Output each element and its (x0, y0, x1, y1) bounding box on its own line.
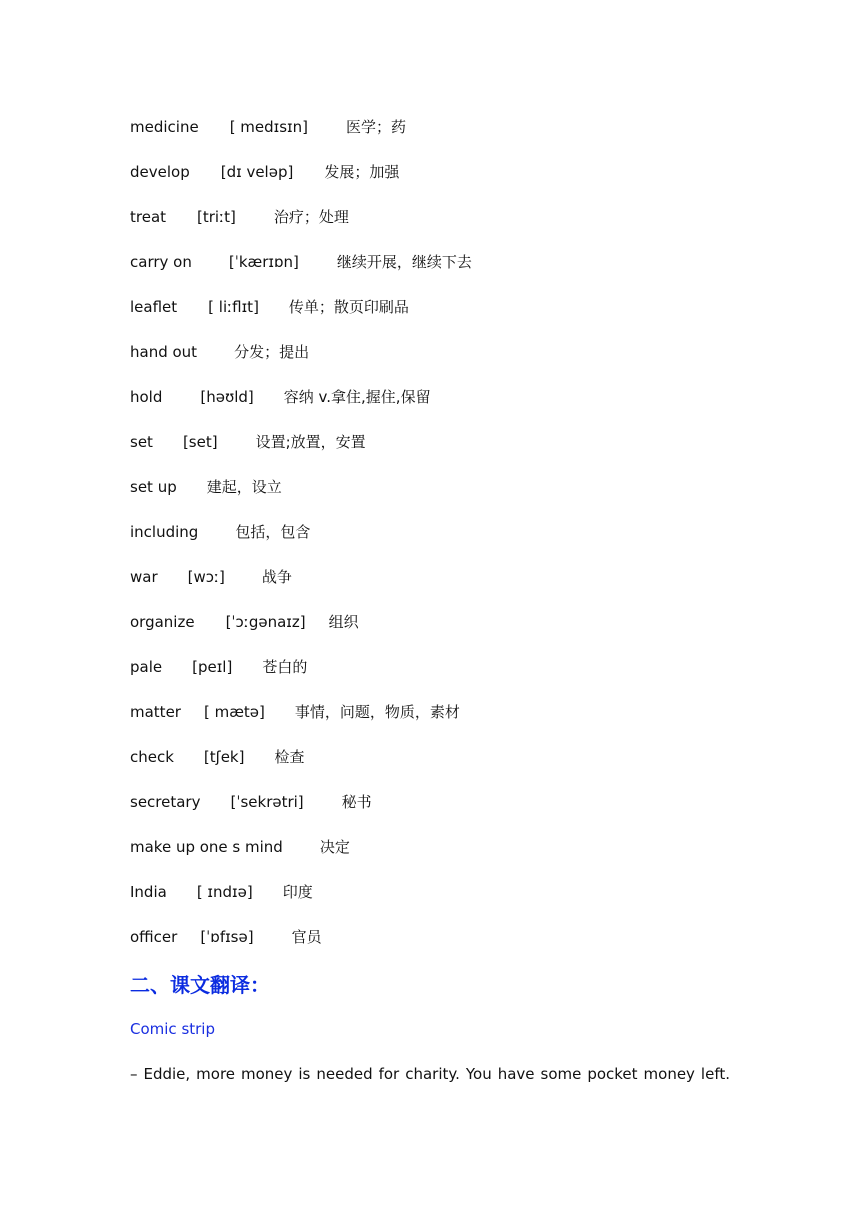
vocab-meaning: 苍白的 (262, 658, 308, 676)
vocab-meaning: 治疗；处理 (273, 208, 349, 226)
vocab-word: carry on (130, 253, 192, 271)
vocab-row (130, 250, 472, 274)
vocab-word: set (130, 433, 153, 451)
vocab-word: secretary (130, 793, 201, 811)
vocab-row (130, 655, 307, 679)
vocab-word: check (130, 748, 174, 766)
vocab-row (130, 205, 349, 229)
vocab-row (130, 700, 460, 724)
body-word: is (298, 1065, 311, 1083)
vocab-row (130, 835, 350, 859)
body-word: pocket (587, 1065, 638, 1083)
vocab-meaning: 检查 (274, 748, 305, 766)
body-word: You (465, 1065, 492, 1083)
body-word: for (378, 1065, 400, 1083)
vocab-word: leaflet (130, 298, 178, 316)
body-word: have (497, 1065, 535, 1083)
vocab-meaning: 容纳 v.拿住,握住,保留 (283, 388, 431, 406)
vocab-row (130, 610, 359, 634)
vocab-meaning: 医学；药 (346, 118, 407, 136)
body-word: money (241, 1065, 293, 1083)
vocab-word: organize (130, 613, 195, 631)
vocab-word: medicine (130, 118, 199, 136)
vocab-phonetic: [ mætə] (203, 703, 265, 721)
vocab-word: set up (130, 478, 177, 496)
vocab-phonetic: [ˈɒfɪsə] (200, 928, 254, 946)
body-word: needed (316, 1065, 373, 1083)
vocab-phonetic: [wɔː] (187, 568, 225, 586)
body-word: more (196, 1065, 236, 1083)
vocab-meaning: 印度 (282, 883, 313, 901)
comic-strip-subhead: Comic strip (130, 1020, 215, 1038)
vocab-row (130, 790, 372, 814)
vocab-phonetic: [ ɪndɪə] (196, 883, 253, 901)
vocab-row (130, 745, 304, 769)
vocab-phonetic: [həʊld] (200, 388, 254, 406)
vocab-meaning: 发展；加强 (324, 163, 400, 181)
vocab-word: including (130, 523, 199, 541)
vocab-meaning: 战争 (261, 568, 292, 586)
vocab-meaning: 事情，问题，物质，素材 (294, 703, 460, 721)
vocab-phonetic: [ˈkærɪɒn] (228, 253, 299, 271)
vocab-row (130, 430, 366, 454)
vocab-meaning: 决定 (319, 838, 350, 856)
body-word: charity. (405, 1065, 460, 1083)
vocab-word: officer (130, 928, 178, 946)
vocab-meaning: 秘书 (341, 793, 372, 811)
vocab-meaning: 组织 (328, 613, 359, 631)
vocab-phonetic: [ liːflɪt] (208, 298, 259, 316)
vocab-row (130, 160, 399, 184)
vocab-phonetic: [peɪl] (192, 658, 233, 676)
vocab-row (130, 475, 282, 499)
vocab-meaning: 设置;放置，安置 (255, 433, 366, 451)
vocab-row (130, 520, 310, 544)
body-paragraph-line (130, 1062, 730, 1086)
vocab-row (130, 925, 322, 949)
vocab-row (130, 385, 431, 409)
vocab-meaning: 包括，包含 (235, 523, 311, 541)
vocab-word: pale (130, 658, 163, 676)
vocab-phonetic: [tʃek] (203, 748, 245, 766)
section-title: 二、课文翻译： (130, 973, 270, 997)
vocab-phonetic: [dɪ veləp] (220, 163, 294, 181)
vocab-meaning: 建起，设立 (206, 478, 282, 496)
vocab-phonetic: [triːt] (197, 208, 236, 226)
vocab-word: make up one s mind (130, 838, 283, 856)
vocab-meaning: 官员 (291, 928, 322, 946)
vocab-word: war (130, 568, 158, 586)
vocab-meaning: 传单；散页印刷品 (288, 298, 409, 316)
vocab-row (130, 880, 313, 904)
vocab-phonetic: [ medɪsɪn] (229, 118, 308, 136)
body-word: some (540, 1065, 582, 1083)
vocab-row (130, 115, 406, 139)
vocab-phonetic: [ˈsekrətri] (230, 793, 304, 811)
vocab-meaning: 分发；提出 (234, 343, 310, 361)
vocab-row (130, 340, 309, 364)
vocab-meaning: 继续开展，继续下去 (336, 253, 472, 271)
vocab-row (130, 295, 409, 319)
vocab-word: hand out (130, 343, 198, 361)
vocab-word: hold (130, 388, 163, 406)
vocab-word: matter (130, 703, 181, 721)
body-word: money (643, 1065, 695, 1083)
vocab-word: India (130, 883, 167, 901)
vocab-row (130, 565, 292, 589)
vocab-word: treat (130, 208, 167, 226)
vocab-phonetic: [set] (182, 433, 218, 451)
body-word: Eddie, (143, 1065, 191, 1083)
vocab-word: develop (130, 163, 190, 181)
vocab-phonetic: [ˈɔːgənaɪz] (225, 613, 306, 631)
body-word: – (130, 1065, 138, 1083)
body-word: left. (700, 1065, 730, 1083)
